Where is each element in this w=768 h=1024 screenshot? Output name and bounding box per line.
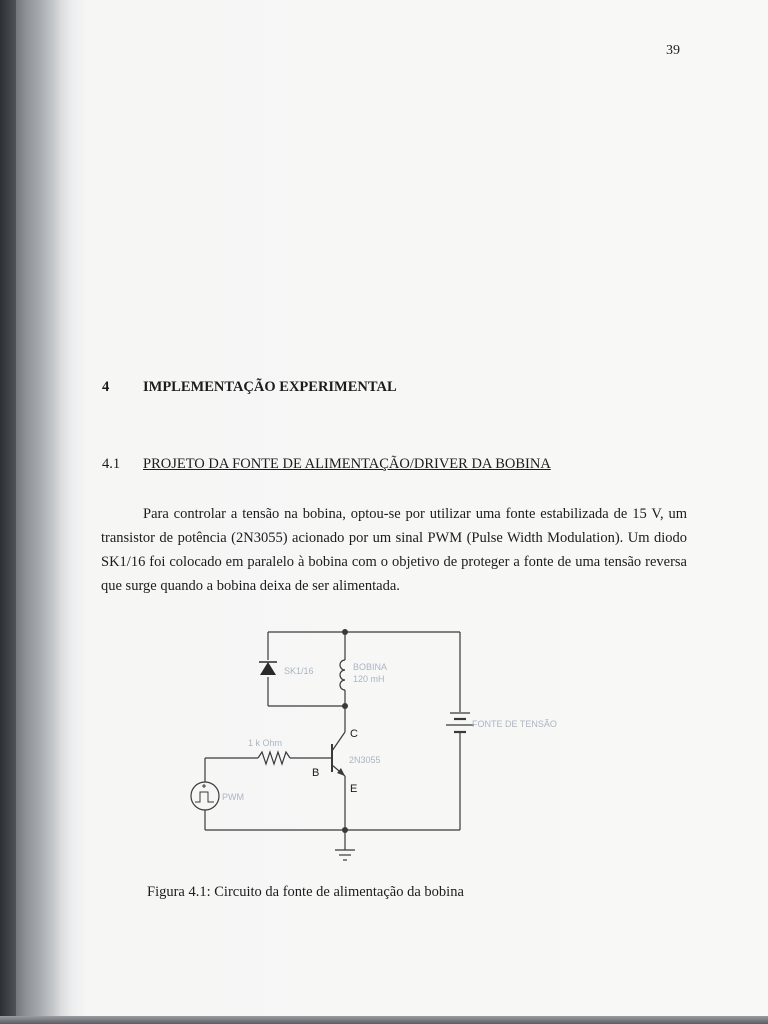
transistor-arrow <box>337 768 345 776</box>
page-bottom-edge <box>0 1016 768 1024</box>
body-paragraph: Para controlar a tensão na bobina, optou-se por utilizar uma fonte estabilizada de 15 V, um transistor de potência (2N3055) acionado por um sinal PWM (Pulse Width Modulation). Um diodo SK1/16 foi colocado em paralelo à bobina com o objetivo de proteger a fonte de uma tensão reversa que surge quando a bobina deixa de ser alimentada. <box>101 506 687 594</box>
page-number: 39 <box>666 43 680 58</box>
circuit-wires <box>205 632 460 850</box>
figure-caption: Figura 4.1: Circuito da fonte de alimentação da bobina <box>147 884 464 900</box>
chapter-number: 4 <box>102 379 110 395</box>
chapter-title: IMPLEMENTAÇÃO EXPERIMENTAL <box>143 379 397 395</box>
resistor-label: 1 k Ohm <box>248 738 283 748</box>
pwm-source-symbol <box>191 782 219 810</box>
diode-symbol <box>259 662 277 675</box>
battery-symbol <box>446 713 474 732</box>
supply-label: FONTE DE TENSÃO <box>472 719 557 729</box>
coil-value: 120 mH <box>353 674 385 684</box>
diode-label: SK1/16 <box>284 666 314 676</box>
section-title: PROJETO DA FONTE DE ALIMENTAÇÃO/DRIVER DA BOBINA <box>143 456 551 472</box>
junction-mid <box>342 703 348 709</box>
book-spine-shadow <box>0 0 16 1024</box>
junction-bottom <box>342 827 348 833</box>
chapter-heading <box>102 379 397 396</box>
base-label: B <box>312 767 320 779</box>
resistor-symbol <box>258 752 290 764</box>
section-number: 4.1 <box>102 456 121 472</box>
coil-label: BOBINA <box>353 662 388 672</box>
transistor-label: 2N3055 <box>349 755 381 765</box>
junction-top <box>342 629 348 635</box>
emitter-label: E <box>350 783 358 795</box>
transistor-symbol <box>332 732 345 776</box>
pwm-label: PWM <box>222 792 244 802</box>
coil-symbol <box>340 660 345 690</box>
collector-label: C <box>350 728 358 740</box>
ground-symbol <box>335 850 355 860</box>
circuit-diagram <box>180 620 580 870</box>
section-heading <box>102 456 551 473</box>
